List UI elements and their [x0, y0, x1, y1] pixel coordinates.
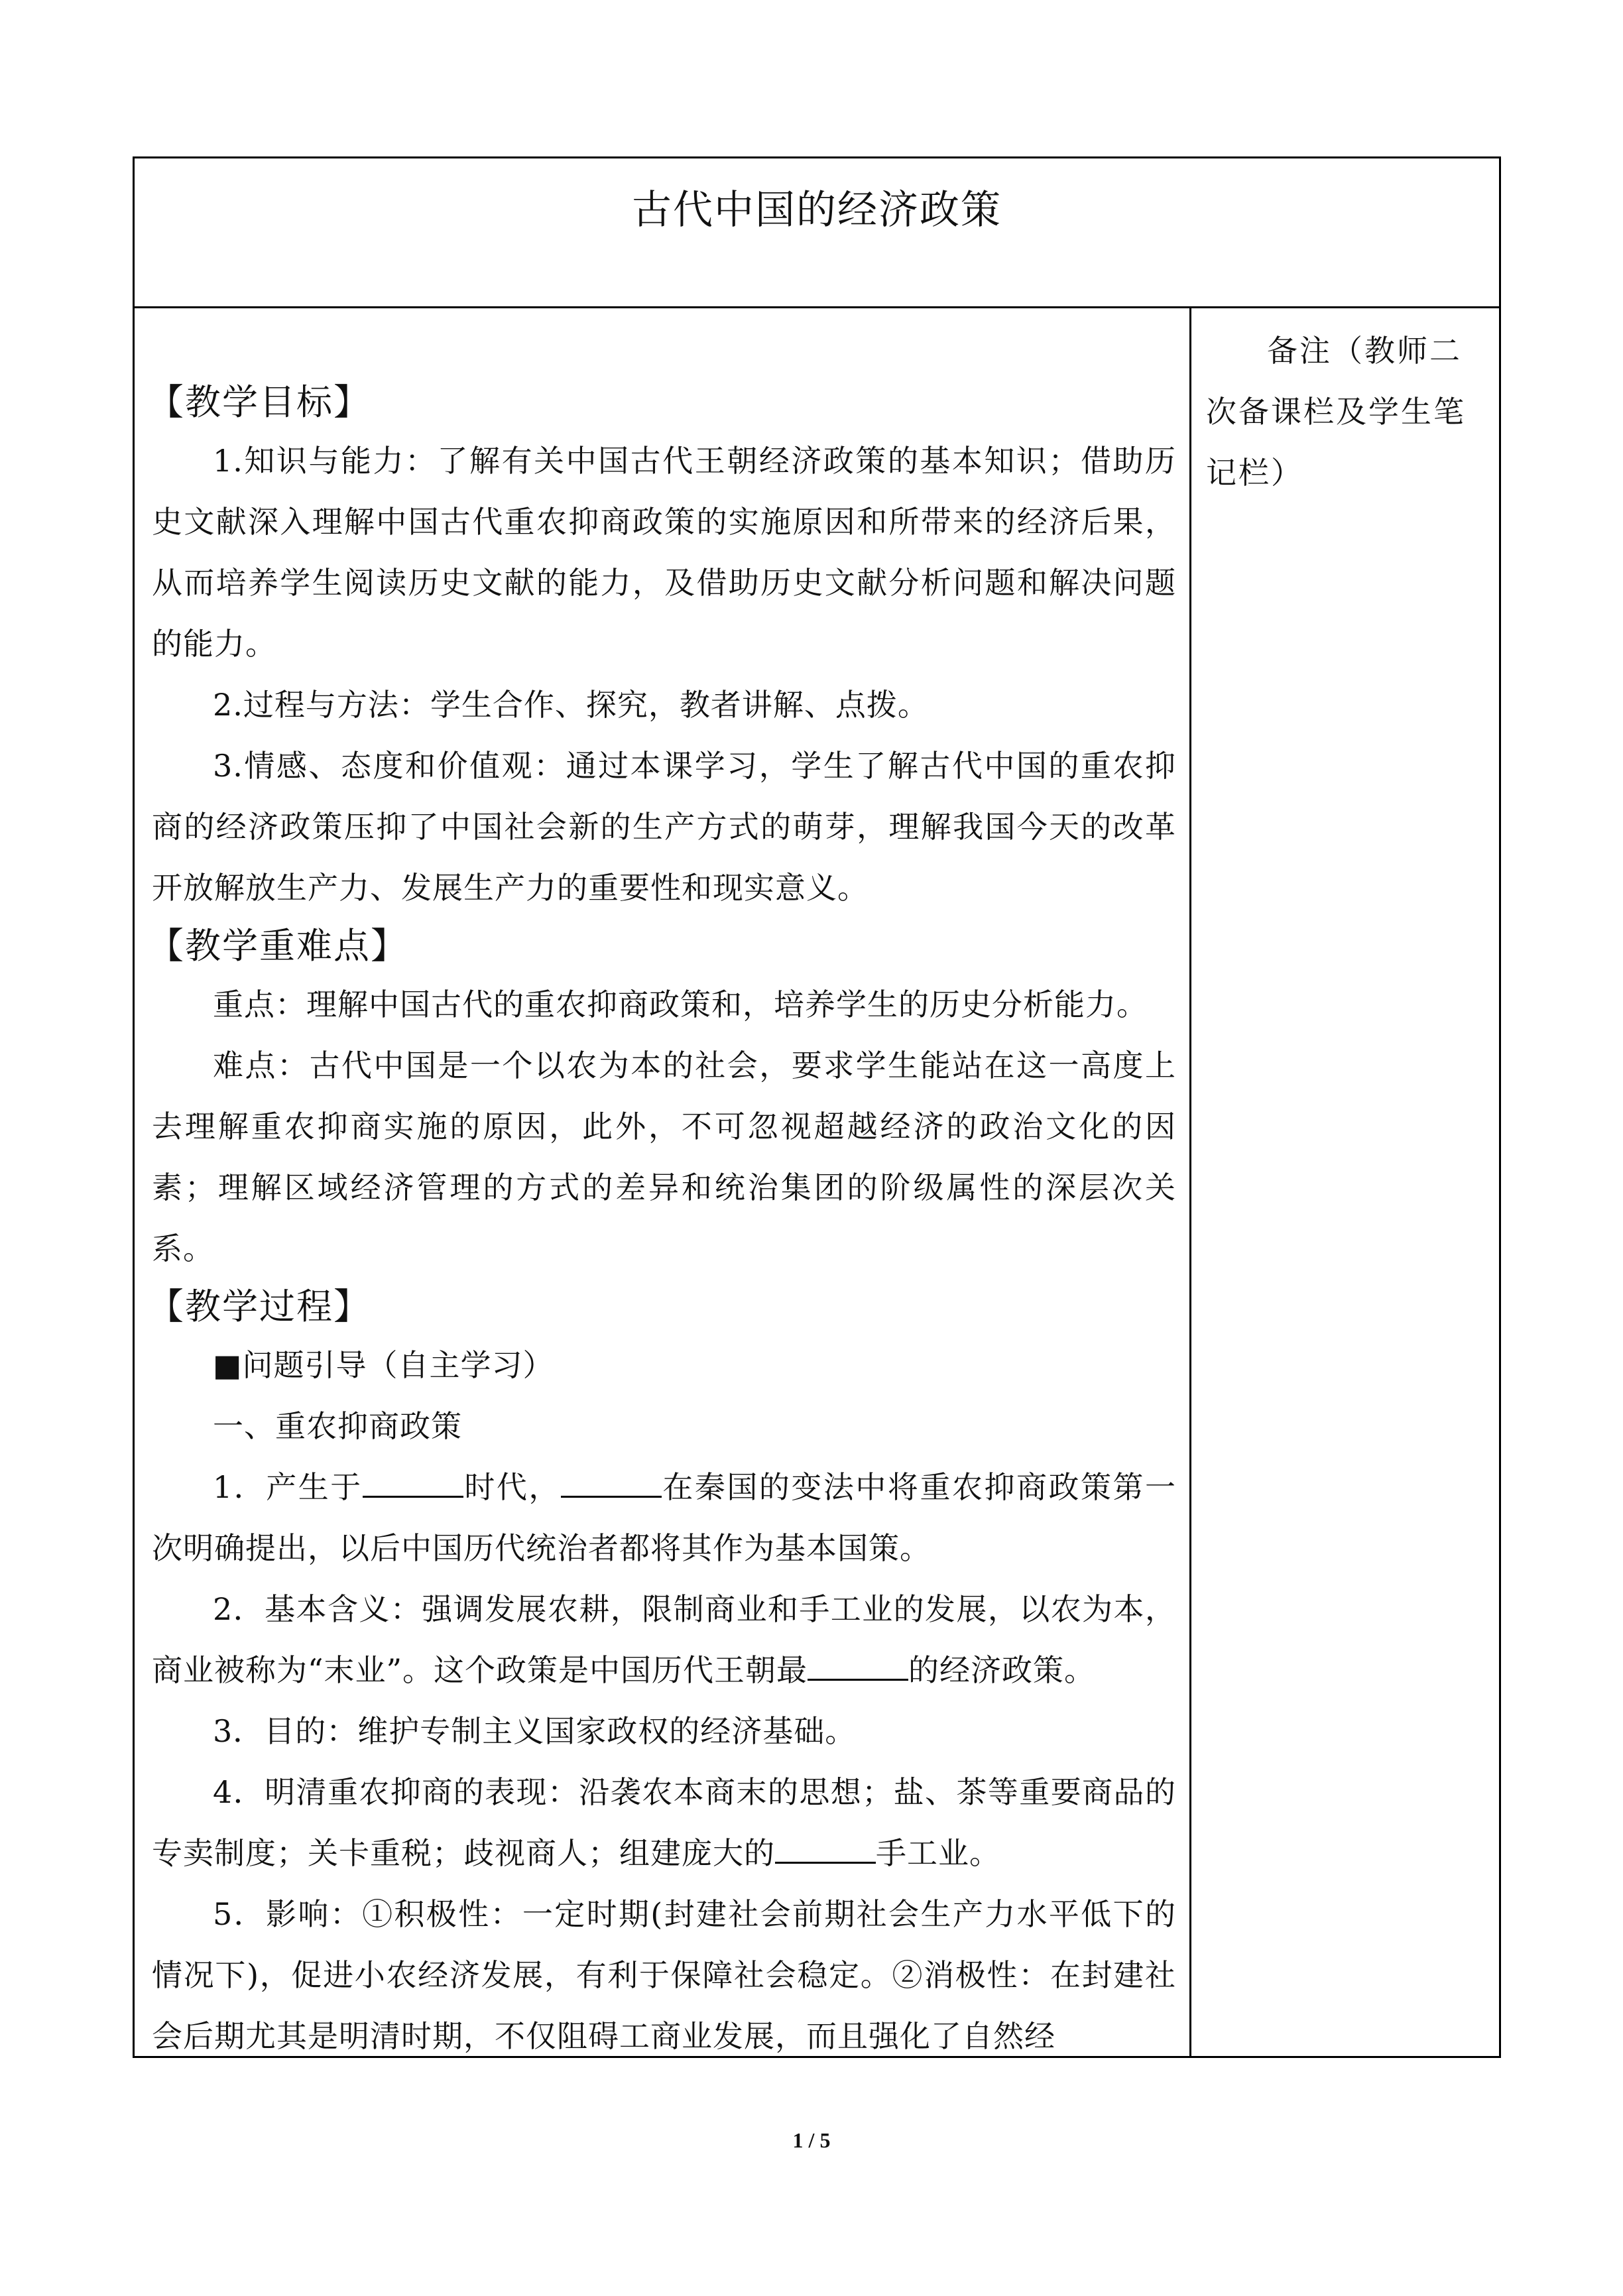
- guide-line: ■问题引导（自主学习）: [213, 1347, 554, 1383]
- fill-blank: [775, 1835, 876, 1864]
- item-text: 在秦国的变法中将重农抑商政策第一次明确提出，以后中国历代统治者都将其作为基本国策。: [152, 1469, 1176, 1566]
- key-point-paragraph: 重点：理解中国古代的重农抑商政策和，培养学生的历史分析能力。: [213, 987, 1148, 1022]
- fill-blank: [363, 1469, 463, 1498]
- item-text: 的经济政策。: [908, 1652, 1096, 1688]
- lesson-plan-table: [133, 156, 1501, 2058]
- key-point-paragraph: 难点：古代中国是一个以农为本的社会，要求学生能站在这一高度上去理解重农抑商实施的原因，此外，不可忽视超越经济的政治文化的因素；理解区域经济管理的方式的差异和统治集团的阶级属性的深层次关系。: [152, 1048, 1176, 1266]
- item-text: 4．明清重农抑商的表现：沿袭农本商末的思想；盐、茶等重要商品的专卖制度；关卡重税；歧视商人；组建庞大的: [152, 1774, 1176, 1871]
- page-number: 1 / 5: [792, 2128, 831, 2152]
- process-item-3: 3．目的：维护专制主义国家政权的经济基础。: [213, 1713, 857, 1749]
- process-item-1: [152, 1457, 1176, 1579]
- notes-column: [1191, 308, 1499, 2056]
- goal-paragraph: 2.过程与方法：学生合作、探究，教者讲解、点拨。: [213, 687, 929, 723]
- process-item-2: [152, 1579, 1176, 1701]
- goal-paragraph: 3.情感、态度和价值观：通过本课学习，学生了解古代中国的重农抑商的经济政策压抑了中国社会新的生产方式的萌芽，理解我国今天的改革开放解放生产力、发展生产力的重要性和现实意义。: [152, 748, 1176, 906]
- title-row: [135, 158, 1499, 308]
- fill-blank: [808, 1652, 908, 1681]
- content-body: [135, 308, 1189, 2056]
- item-text: 手工业。: [876, 1835, 1000, 1871]
- section-heading-goals: 【教学目标】: [148, 381, 371, 423]
- goal-paragraph: 1.知识与能力：了解有关中国古代王朝经济政策的基本知识；借助历史文献深入理解中国古代重农抑商政策的实施原因和所带来的经济后果，从而培养学生阅读历史文献的能力，及借助历史文献分析问题和解决问题的能力。: [152, 443, 1176, 662]
- subsection-title: 一、重农抑商政策: [213, 1408, 462, 1444]
- main-content-column: [135, 308, 1191, 2056]
- item-text: 1．产生于: [213, 1469, 363, 1505]
- fill-blank: [561, 1469, 662, 1498]
- item-text: 2．基本含义：强调发展农耕，限制商业和手工业的发展，以农为本，商业被称为“末业”。这个政策是中国历代王朝最: [152, 1591, 1176, 1688]
- process-item-4: [152, 1762, 1176, 1884]
- section-heading-key-points: 【教学重难点】: [148, 925, 408, 967]
- document-title: 古代中国的经济政策: [632, 187, 1002, 233]
- notes-column-label: 备注（教师二次备课栏及学生笔记栏）: [1206, 333, 1466, 491]
- process-item-5: 5．影响：①积极性：一定时期(封建社会前期社会生产力水平低下的情况下)，促进小农经济发展，有利于保障社会稳定。②消极性：在封建社会后期尤其是明清时期，不仅阻碍工商业发展，而且强化了自然经: [152, 1896, 1176, 2054]
- section-heading-process: 【教学过程】: [148, 1286, 371, 1327]
- item-text: 时代，: [463, 1469, 561, 1505]
